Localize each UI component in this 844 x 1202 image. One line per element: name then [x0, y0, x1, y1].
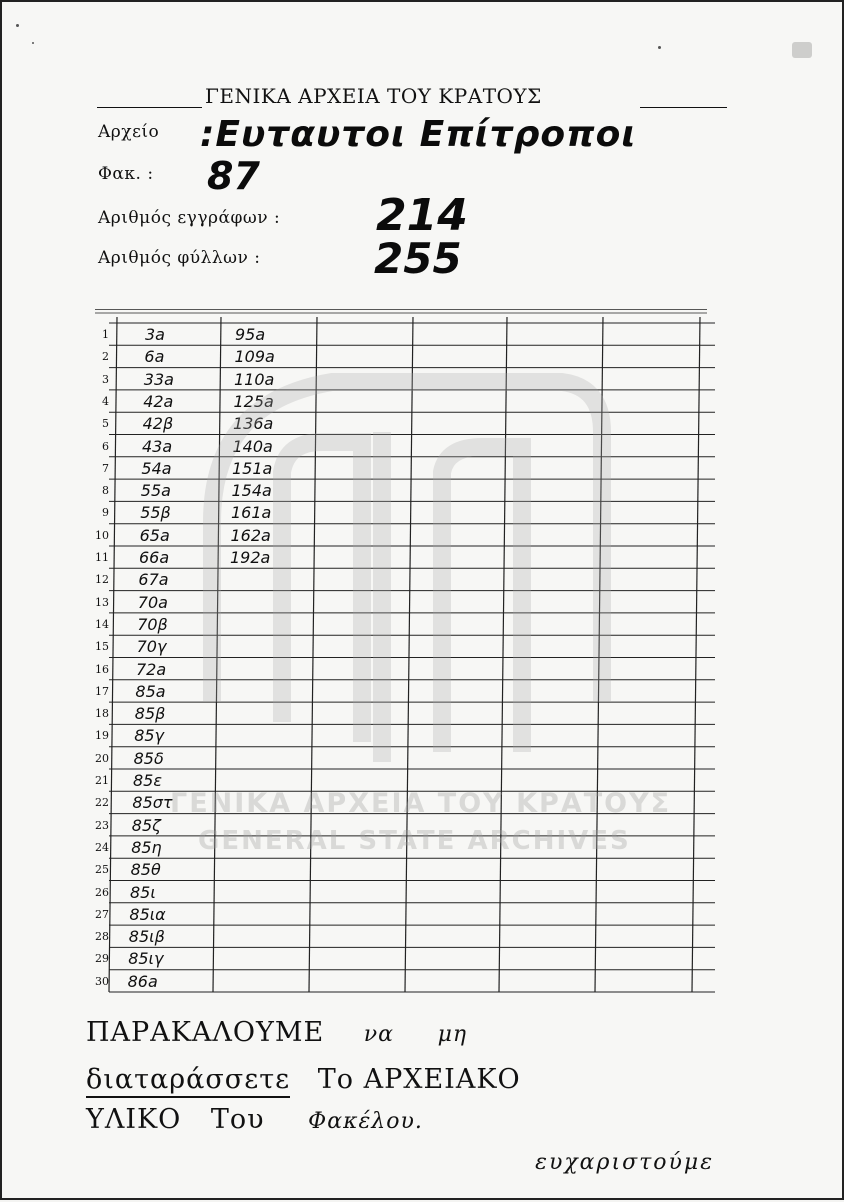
- row-number: 28: [95, 930, 109, 944]
- doc-number-cell: 85ια: [129, 904, 166, 924]
- folder-value: 87: [207, 154, 260, 198]
- row-number: 6: [102, 439, 109, 453]
- notice-line-3: [86, 1104, 423, 1135]
- notice-line-1: [86, 1017, 467, 1048]
- row-number: 14: [95, 617, 109, 631]
- notice-material: ΥΛΙΚΟ: [86, 1104, 182, 1135]
- doc-number-cell: 33a: [143, 369, 174, 389]
- table-column-rule: [405, 317, 413, 992]
- doc-number-cell: 140a: [232, 436, 273, 456]
- row-number: 18: [95, 707, 109, 721]
- table-column-rule: [213, 317, 221, 992]
- doc-number-cell: 85δ: [133, 748, 164, 768]
- watermark-english: GENERAL STATE ARCHIVES: [198, 826, 631, 856]
- notice-please: ΠΑΡΑΚΑΛΟΥΜΕ: [86, 1017, 325, 1048]
- row-number: 12: [95, 573, 109, 587]
- row-number: 20: [95, 751, 109, 765]
- doc-number-cell: 125a: [233, 391, 274, 411]
- row-number: 25: [95, 863, 109, 877]
- doc-number-cell: 72a: [136, 659, 167, 679]
- row-number: 1: [102, 328, 109, 341]
- doc-number-cell: 136a: [233, 414, 274, 434]
- doc-number-cell: 85ιβ: [128, 927, 165, 947]
- row-number: 5: [102, 417, 109, 431]
- row-number: 23: [95, 818, 109, 832]
- table-column-rule: [692, 317, 700, 992]
- doc-number-cell: 54a: [141, 458, 172, 478]
- row-number: 7: [102, 461, 109, 475]
- table-column-rule: [309, 317, 317, 992]
- row-number: 10: [95, 528, 109, 542]
- doc-number-cell: 85στ: [132, 793, 173, 813]
- doc-number-cell: 154a: [231, 481, 272, 501]
- notice-folder: Φακέλου.: [308, 1109, 423, 1134]
- documents-label: Αριθμός εγγράφων :: [98, 208, 281, 228]
- doc-number-cell: 70a: [137, 592, 168, 612]
- row-number: 19: [95, 729, 109, 743]
- doc-number-cell: 110a: [234, 369, 275, 389]
- row-number: 17: [95, 684, 109, 698]
- row-number: 13: [95, 595, 109, 609]
- notice-to: να: [363, 1022, 395, 1047]
- notice-archival: Το ΑΡΧΕΙΑΚΟ: [317, 1064, 521, 1095]
- doc-number-cell: 6a: [144, 347, 165, 367]
- doc-number-cell: 66a: [139, 548, 170, 567]
- doc-number-cell: 85a: [135, 681, 166, 701]
- doc-number-cell: 85γ: [134, 726, 165, 746]
- row-number: 27: [95, 907, 109, 921]
- doc-number-cell: 162a: [230, 525, 271, 545]
- doc-number-cell: 109a: [234, 347, 275, 367]
- doc-number-cell: 85ι: [130, 882, 156, 902]
- row-number: 11: [95, 551, 109, 564]
- sheets-value: 255: [374, 234, 462, 283]
- watermark-greek: ΓΕΝΙΚΑ ΑΡΧΕΙΑ ΤΟΥ ΚΡΑΤΟΥΣ: [170, 788, 672, 819]
- doc-number-cell: 95a: [235, 325, 266, 344]
- notice-of-the: Του: [210, 1104, 265, 1135]
- row-number: 15: [95, 640, 109, 654]
- doc-number-cell: 55a: [140, 481, 171, 501]
- row-number: 16: [95, 662, 109, 676]
- table-column-rule: [595, 317, 603, 992]
- table-column-rule: [109, 317, 117, 992]
- doc-number-cell: 65a: [139, 525, 170, 545]
- row-number: 24: [95, 840, 109, 854]
- row-number: 4: [102, 394, 109, 408]
- doc-number-cell: 151a: [232, 458, 273, 478]
- scan-speck: [658, 46, 661, 49]
- archive-label: Αρχείο: [98, 122, 160, 142]
- doc-number-cell: 192a: [230, 548, 271, 567]
- doc-number-cell: 42β: [142, 414, 174, 434]
- doc-number-cell: 161a: [231, 503, 272, 523]
- notice-thanks: ευχαριστούμε: [535, 1150, 714, 1175]
- sheets-label: Αριθμός φύλλων :: [98, 248, 261, 268]
- row-number: 22: [95, 796, 109, 810]
- scan-speck: [32, 42, 34, 44]
- folder-label: Φακ. :: [98, 164, 154, 184]
- scan-speck: [792, 42, 812, 58]
- doc-number-cell: 70β: [137, 614, 168, 634]
- doc-number-cell: 42a: [143, 391, 174, 411]
- header: [97, 80, 727, 116]
- row-number: 30: [95, 974, 109, 988]
- document-index-table: [95, 309, 717, 999]
- row-number: 29: [95, 952, 109, 966]
- header-title: ΓΕΝΙΚΑ ΑΡΧΕΙΑ ΤΟΥ ΚΡΑΤΟΥΣ: [205, 84, 542, 108]
- notice-line-2: [86, 1064, 521, 1095]
- doc-number-cell: 85θ: [130, 860, 161, 880]
- row-number: 3: [102, 372, 109, 386]
- header-rule-right: [640, 107, 727, 109]
- doc-number-cell: 3a: [145, 325, 165, 344]
- doc-number-cell: 43a: [142, 436, 173, 456]
- row-number: 8: [102, 484, 109, 498]
- scan-speck: [16, 24, 19, 27]
- header-rule-left: [97, 107, 202, 109]
- doc-number-cell: 86a: [127, 971, 158, 991]
- row-number: 9: [102, 506, 109, 520]
- doc-number-cell: 85η: [131, 837, 162, 857]
- doc-number-cell: 85ιγ: [128, 949, 164, 969]
- row-number: 26: [95, 885, 109, 899]
- doc-number-cell: 55β: [140, 503, 171, 523]
- archive-value: :Ευταυτοι Επίτροποι: [200, 114, 637, 155]
- doc-number-cell: 67a: [138, 570, 169, 590]
- notice-not: μη: [437, 1022, 468, 1047]
- row-number: 2: [102, 350, 109, 364]
- documents-value: 214: [376, 190, 468, 241]
- table-column-rule: [499, 317, 507, 992]
- doc-number-cell: 70γ: [136, 637, 167, 657]
- doc-number-cell: 85ζ: [131, 815, 161, 835]
- table-grid-lines: [95, 309, 717, 999]
- doc-number-cell: 85ε: [133, 771, 163, 790]
- doc-number-cell: 85β: [134, 704, 166, 724]
- notice-disturb: διαταράσσετε: [86, 1064, 290, 1098]
- row-number: 21: [95, 774, 109, 787]
